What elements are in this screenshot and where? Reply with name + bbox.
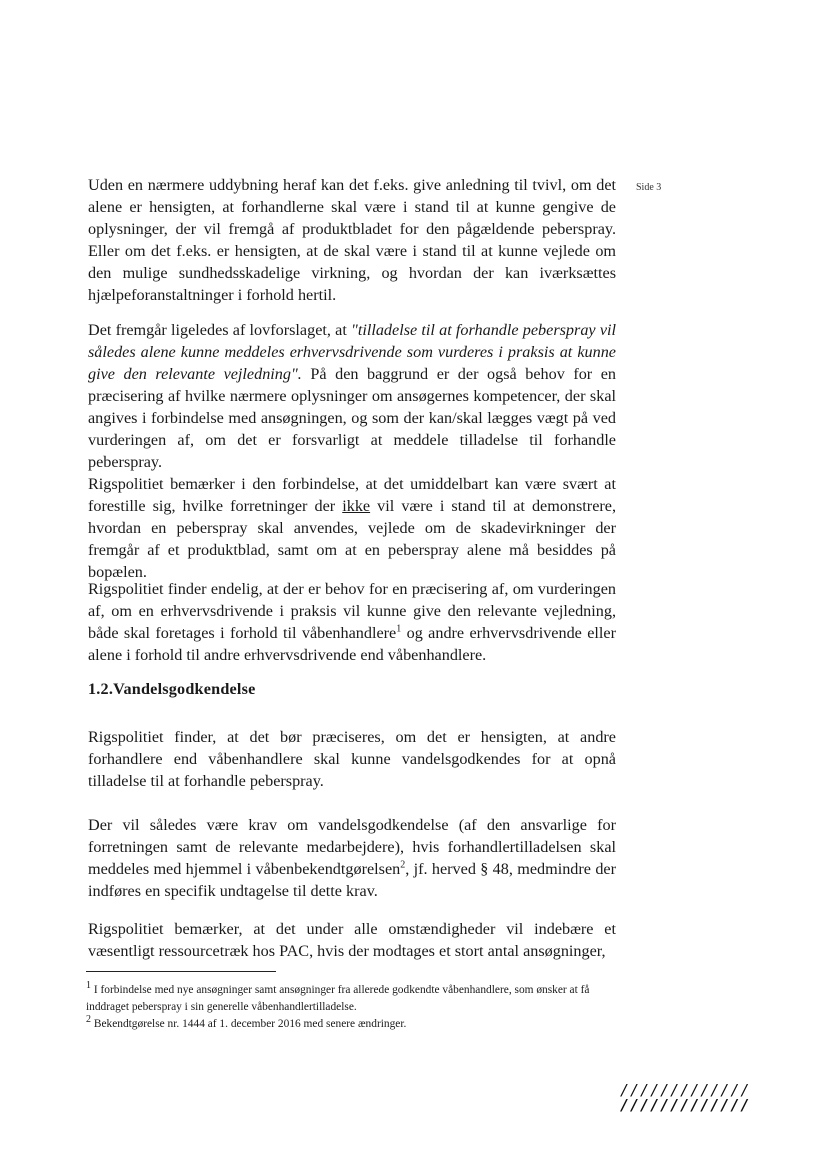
paragraph-2-intro: Det fremgår ligeledes af lovforslaget, at bbox=[88, 321, 352, 339]
barcode-mark bbox=[620, 1083, 770, 1113]
paragraph-4-rest: og andre erhvervsdrivende eller alene i forhold til andre erhvervsdrivende end våbenhandlere. bbox=[88, 624, 616, 664]
paragraph-1 bbox=[88, 174, 616, 306]
footnote-ref-1: 1 bbox=[396, 623, 402, 635]
section-heading: 1.2.Vandelsgodkendelse bbox=[88, 680, 256, 698]
paragraph-1-text: Uden en nærmere uddybning heraf kan det f.eks. give anledning til tvivl, om det alene er hensigten, at forhandlerne skal være i stand til at kunne gengive de oplysninger, der vil fremgå af produktbladet for den pågældende peberspray. Eller om det f.eks. er hensigten, at de skal være i stand til at kunne vejlede om den mulige sundhedsskadelige virkning, og hvordan der kan iværksættes hjælpeforanstaltninger i forhold hertil. bbox=[88, 176, 616, 304]
paragraph-3-intro: Rigspolitiet bemærker i den forbindelse, at det umiddelbart kan være svært at forestille sig, hvilke forretninger der bbox=[88, 475, 616, 515]
paragraph-2-rest: På den baggrund er der også behov for en præcisering af hvilke nærmere oplysninger om ansøgernes kompetencer, der skal angives i forbindelse med ansøgningen, og som der kan/skal lægges vægt på ved vurderingen af, om det er forsvarligt at meddele tilladelse til forhandle peberspray. bbox=[88, 365, 617, 471]
paragraph-6 bbox=[88, 814, 616, 902]
barcode-row-top: ///////////// bbox=[620, 1081, 751, 1099]
paragraph-3-underlined-word: ikke bbox=[342, 497, 371, 515]
footnote-2-number: 2 bbox=[86, 1014, 91, 1026]
footnote-1 bbox=[86, 982, 620, 1016]
paragraph-3-text bbox=[88, 473, 616, 583]
paragraph-4-intro: Rigspolitiet finder endelig, at der er behov for en præcisering af, om vurderingen af, om en erhvervsdrivende i praksis vil kunne give den relevante vejledning, både skal foretages i forhold til våbenhandlere bbox=[88, 580, 616, 642]
paragraph-4 bbox=[88, 578, 616, 666]
footnote-1-text: I forbindelse med nye ansøgninger samt ansøgninger fra allerede godkendte våbenhandlere, som ønsker at få inddraget peberspray i sin generelle våbenhandlertilladelse. bbox=[86, 984, 590, 1013]
footnote-ref-2: 2 bbox=[400, 859, 406, 871]
paragraph-2-quote: "tilladelse til at forhandle peberspray vil således alene kunne meddeles erhvervsdrivende som vurderes i praksis at kunne give den relevante vejledning". bbox=[88, 321, 616, 383]
paragraph-3-rest: vil være i stand til at demonstrere, hvordan en peberspray skal anvendes, vejlede om de skadevirkninger der fremgår af et produktblad, samt om at en peberspray alene må besiddes på bopælen. bbox=[88, 497, 617, 581]
paragraph-6-rest: , jf. herved § 48, medmindre der indføres en specifik undtagelse til dette krav. bbox=[88, 860, 616, 900]
paragraph-2-text bbox=[88, 319, 616, 473]
footnotes bbox=[86, 982, 620, 1033]
page-number-label: Side 3 bbox=[636, 182, 662, 193]
footnote-1-number: 1 bbox=[86, 980, 91, 992]
paragraph-5 bbox=[88, 726, 616, 792]
barcode-row-bottom: ///////////// bbox=[620, 1096, 751, 1114]
paragraph-4-text bbox=[88, 578, 616, 666]
paragraph-6-text bbox=[88, 814, 616, 902]
footnote-2 bbox=[86, 1016, 620, 1033]
paragraph-6-intro: Der vil således være krav om vandelsgodkendelse (af den ansvarlige for forretningen samt de relevante medarbejdere), hvis forhandlertilladelsen skal meddeles med hjemmel i våbenbekendtgørelsen bbox=[88, 816, 616, 878]
footnote-2-text: Bekendtgørelse nr. 1444 af 1. december 2016 med senere ændringer. bbox=[91, 1018, 407, 1030]
paragraph-7-text: Rigspolitiet bemærker, at det under alle omstændigheder vil indebære et væsentligt ressourcetræk hos PAC, hvis der modtages et stort antal ansøgninger, bbox=[88, 920, 616, 960]
paragraph-3 bbox=[88, 473, 616, 583]
paragraph-2 bbox=[88, 319, 616, 473]
paragraph-7 bbox=[88, 918, 616, 962]
paragraph-5-text: Rigspolitiet finder, at det bør præciseres, om det er hensigten, at andre forhandlere end våbenhandlere skal kunne vandelsgodkendes for at opnå tilladelse til at forhandle peberspray. bbox=[88, 728, 616, 790]
footnote-divider bbox=[86, 971, 276, 972]
